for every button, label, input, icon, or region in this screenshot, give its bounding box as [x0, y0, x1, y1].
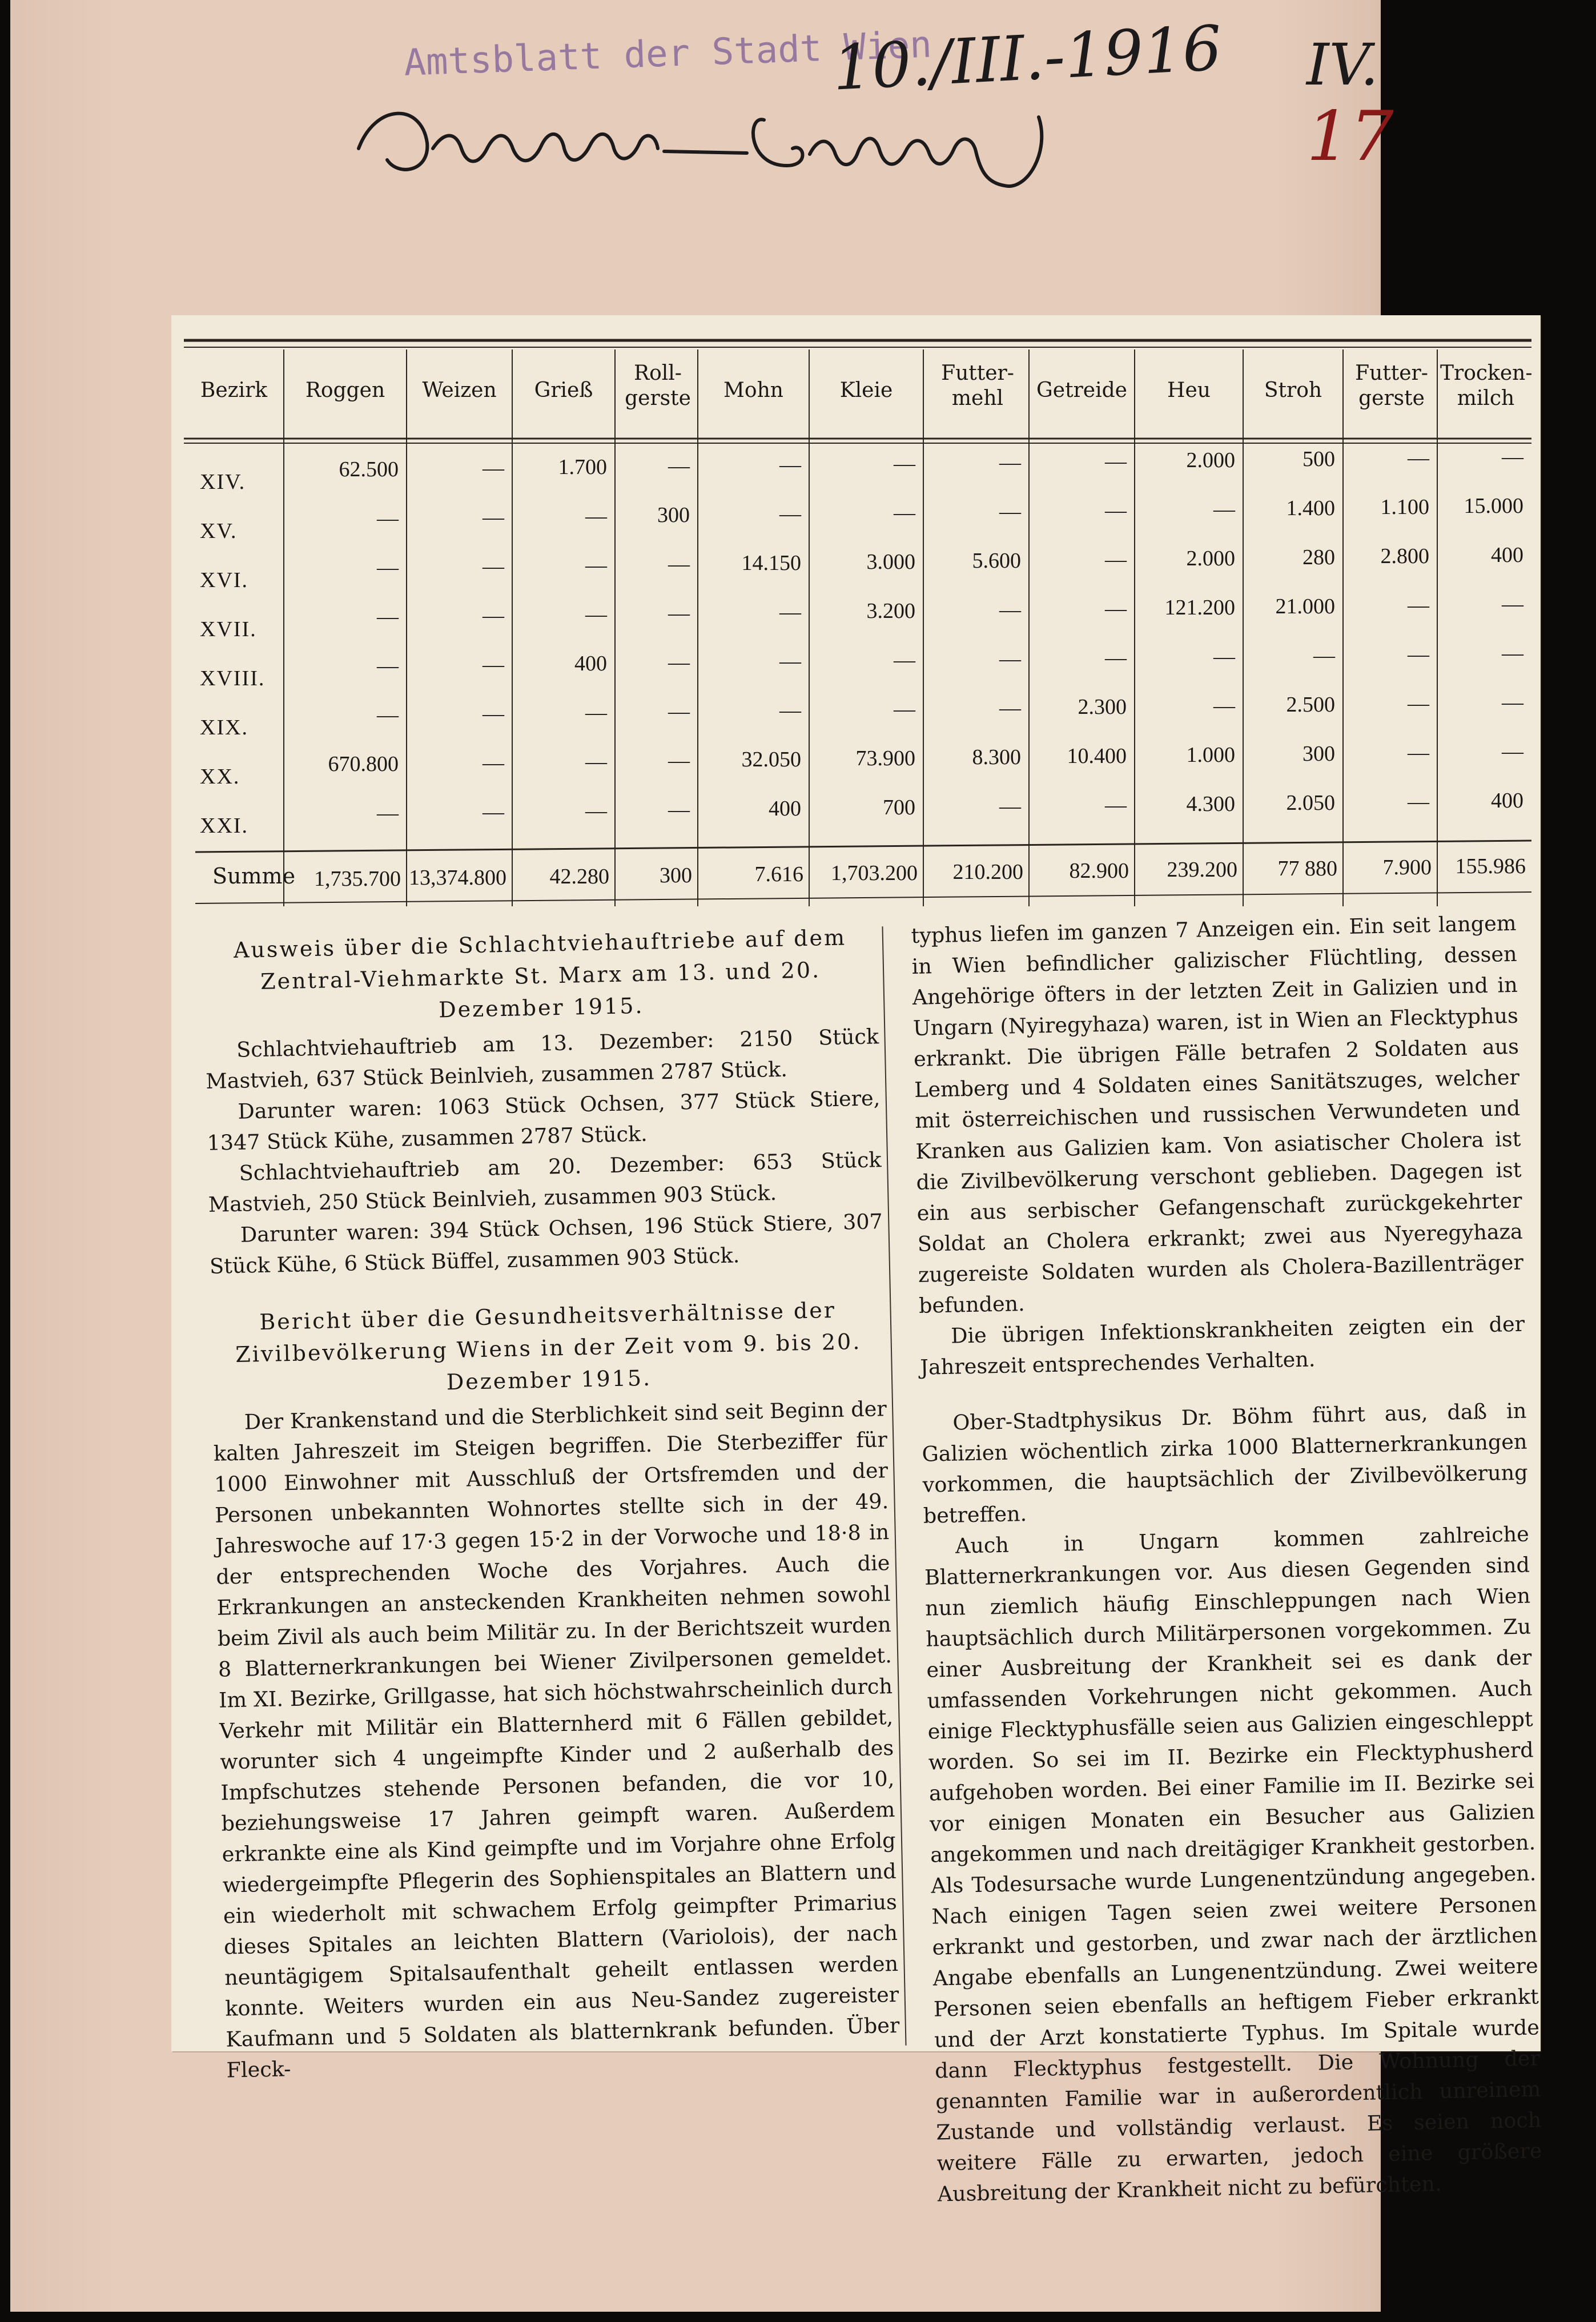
- header-bezirk: Bezirk: [200, 379, 268, 402]
- table-cell: —: [779, 698, 801, 722]
- article1-paragraph: Schlachtviehauftrieb am 20. Dezember: 653 Stück Mastvieh, 250 Stück Beinlvieh, zusammen 903 Stück.: [208, 1147, 882, 1217]
- row-bezirk-label: XVI.: [200, 568, 249, 592]
- left-text-column: [203, 921, 900, 2086]
- table-cell: —: [668, 700, 690, 724]
- table-cell: —: [377, 654, 399, 678]
- header-heu: Heu: [1167, 379, 1211, 402]
- table-cell: —: [1408, 790, 1429, 814]
- header-getreide: Getreide: [1036, 379, 1127, 402]
- header-futtermehl: Futter-mehl: [941, 361, 1014, 410]
- sum-cell: 42.280: [549, 865, 609, 889]
- article1-paragraph: Darunter waren: 1063 Stück Ochsen, 377 Stück Stiere, 1347 Stück Kühe, zusammen 2787 Stück.: [207, 1086, 881, 1155]
- table-cell: —: [779, 649, 801, 673]
- table-cell: —: [779, 600, 801, 624]
- newspaper-clipping: [171, 315, 1542, 2207]
- table-cell: —: [1502, 445, 1523, 469]
- row-bezirk-label: XVIII.: [200, 666, 266, 690]
- table-cell: —: [377, 703, 399, 727]
- table-cell: 15.000: [1464, 494, 1523, 518]
- table-cell: —: [668, 798, 690, 822]
- table-cell: —: [999, 500, 1021, 524]
- table-cell: —: [1408, 741, 1429, 765]
- row-bezirk-label: XVII.: [200, 617, 257, 641]
- header-weizen: Weizen: [422, 379, 497, 402]
- table-cell: 400: [1491, 789, 1523, 813]
- row-bezirk-label: XXI.: [200, 814, 249, 838]
- table-cell: —: [1213, 497, 1235, 521]
- table-cell: 2.300: [1078, 695, 1127, 719]
- table-cell: —: [585, 750, 607, 774]
- table-cell: —: [483, 604, 504, 628]
- table-cell: —: [1408, 593, 1429, 617]
- table-cell: —: [1213, 694, 1235, 718]
- table-cell: 14.150: [741, 551, 801, 575]
- sum-cell: 155.986: [1455, 854, 1526, 878]
- table-cell: 670.800: [328, 752, 399, 776]
- sum-cell: 300: [660, 863, 692, 887]
- table-cell: —: [894, 648, 915, 672]
- table-cell: —: [377, 507, 399, 531]
- table-cell: —: [999, 696, 1021, 720]
- table-cell: 10.400: [1067, 744, 1127, 768]
- table-cell: —: [999, 647, 1021, 671]
- table-cell: —: [1502, 690, 1523, 714]
- table-cell: —: [1105, 646, 1127, 670]
- table-cell: —: [668, 650, 690, 674]
- table-cell: 2.000: [1186, 547, 1235, 571]
- table-cell: —: [377, 605, 399, 629]
- right-paragraph: Die übrigen Infektionskrankheiten zeigten ein der Jahreszeit entsprechendes Verhalten.: [919, 1311, 1525, 1380]
- table-cell: 8.300: [972, 745, 1021, 769]
- row-bezirk-label: XV.: [200, 519, 238, 543]
- table-cell: 21.000: [1275, 594, 1335, 618]
- article2-paragraph: Der Krankenstand und die Sterblichkeit sind seit Beginn der kalten Jahreszeit im Steigen begriffen. Die Sterbeziffer für 1000 Einwohner mit Ausschluß der Ortsfremden und der Personen unbekannten Wohnortes stellte sich in der 49. Jahreswoche auf 17·3 gegen 15·2 in der Vorwoche und 18·8 in der entsprechenden Woche des Vorjahres. Auch die Erkrankungen an ansteckenden Krankheiten nehmen sowohl beim Zivil als auch beim Militär zu. In der Berichtszeit wurden 8 Blatternerkrankungen bei Wiener Zivilpersonen gemeldet. Im XI. Bezirke, Grillgasse, hat sich höchstwahrscheinlich durch Verkehr mit Militär ein Blatternherd mit 6 Fällen gebildet, worunter sich 4 ungeimpfte Kinder und 2 außerhalb des Impfschutzes stehende Personen befanden, die vor 10, beziehungsweise 17 Jahren geimpft waren. Außerdem erkrankte eine als Kind geimpfte und im Vorjahre ohne Erfolg wiedergeimpfte Pflegerin des Sophienspitales an Blattern und ein wiederholt mit schwachem Erfolg geimpfter Primarius dieses Spitales an leichten Blattern (Variolois), der nach neuntägigem Spitalsaufenthalt geheilt entlassen werden konnte. Weiters wurden ein aus Neu-Sandez zugereister Kaufmann und 5 Soldaten als blatternkrank befunden. Über Fleck-: [213, 1396, 900, 2083]
- table-cell: —: [1502, 740, 1523, 764]
- table-cell: 400: [574, 652, 607, 676]
- article1-paragraph: Schlachtviehauftrieb am 13. Dezember: 2150 Stück Mastvieh, 637 Stück Beinlvieh, zusammen 2787 Stück.: [205, 1024, 879, 1094]
- handwritten-page-number: 17: [1306, 97, 1394, 176]
- table-cell: —: [1408, 446, 1429, 470]
- table-cell: 400: [1491, 543, 1523, 567]
- header-roggen: Roggen: [305, 379, 385, 402]
- table-cell: —: [1105, 597, 1127, 621]
- sum-cell: 77 880: [1277, 857, 1337, 881]
- table-cell: 62.500: [339, 457, 399, 481]
- sum-cell: 239.200: [1167, 858, 1237, 882]
- table-cell: 5.600: [972, 549, 1021, 573]
- fodder-table: [184, 338, 1531, 909]
- table-cell: —: [1213, 645, 1235, 669]
- table-cell: 280: [1302, 545, 1335, 569]
- table-cell: —: [377, 801, 399, 825]
- right-paragraph: Ober-Stadtphysikus Dr. Böhm führt aus, daß in Galizien wöchentlich zirka 1000 Blatternerkrankungen vorkommen, die hauptsächlich der Zivilbevölkerung betreffen.: [922, 1398, 1528, 1528]
- sum-label: Summe: [212, 863, 296, 889]
- header-futtergerste: Futter-gerste: [1355, 361, 1428, 410]
- table-cell: 4.300: [1186, 792, 1235, 816]
- row-bezirk-label: XIV.: [200, 470, 246, 494]
- archive-stamp: Amtsblatt der Stadt Wien: [403, 23, 932, 85]
- header-kleie: Kleie: [839, 379, 893, 402]
- table-cell: 121.200: [1164, 596, 1235, 620]
- table-cell: 3.200: [866, 599, 915, 623]
- right-paragraph: typhus liefen im ganzen 7 Anzeigen ein. Ein seit langem in Wien befindlicher galizischer Flüchtling, dessen Angehörige öfters in der letzten Zeit in Galizien und in Ungarn (Nyiregyhaza) waren, ist in Wien an Flecktyphus erkrankt. Die übrigen Fälle betrafen 2 Soldaten aus Lemberg und 4 Soldaten eines Sanitätszuges, welcher mit österreichischen und russischen Verwundeten und Kranken aus Galizien kam. Von asiatischer Cholera ist die Zivilbevölkerung verschont geblieben. Dagegen ist ein aus serbischer Gefangenschaft zurückgekehrter Soldat an Cholera erkrankt; zwei aus Nyeregyhaza zugereiste Soldaten wurden als Cholera-Bazillenträger befunden.: [911, 910, 1524, 1318]
- table-cell: 1.400: [1286, 496, 1335, 520]
- handwritten-signature: [353, 80, 1124, 211]
- table-cell: —: [1105, 449, 1127, 473]
- table-cell: —: [585, 799, 607, 823]
- table-cell: 700: [883, 796, 915, 819]
- table-cell: —: [894, 452, 915, 476]
- archival-sheet: [10, 0, 1542, 2312]
- table-cell: 300: [657, 503, 690, 527]
- handwritten-date: 10./III.-1916: [831, 13, 1224, 105]
- table-cell: 2.000: [1186, 448, 1235, 472]
- row-bezirk-label: XX.: [200, 765, 240, 789]
- table-cell: —: [1313, 644, 1335, 668]
- table-cell: —: [483, 702, 504, 726]
- table-cell: 400: [769, 797, 801, 821]
- table-cell: 500: [1302, 447, 1335, 471]
- table-cell: —: [483, 653, 504, 677]
- sum-cell: 82.900: [1069, 859, 1129, 883]
- header-stroh: Stroh: [1264, 379, 1322, 402]
- table-cell: —: [779, 453, 801, 477]
- table-cell: —: [999, 598, 1021, 622]
- table-cell: —: [894, 697, 915, 721]
- table-cell: 2.050: [1286, 791, 1335, 815]
- table-cell: 3.000: [866, 550, 915, 574]
- table-cell: —: [1105, 499, 1127, 523]
- sum-cell: 1,703.200: [831, 861, 918, 885]
- table-cell: —: [894, 501, 915, 525]
- table-cell: —: [483, 555, 504, 579]
- table-cell: —: [585, 602, 607, 626]
- table-cell: —: [585, 701, 607, 725]
- table-cell: —: [999, 451, 1021, 475]
- table-cell: —: [1105, 548, 1127, 572]
- sum-cell: 7.616: [754, 862, 803, 886]
- table-cell: —: [668, 749, 690, 773]
- table-cell: 1.100: [1380, 495, 1429, 519]
- table-cell: —: [1408, 692, 1429, 716]
- table-cell: 1.700: [558, 455, 607, 479]
- table-cell: 1.000: [1186, 743, 1235, 767]
- table-cell: 32.050: [741, 748, 801, 772]
- table-cell: —: [585, 504, 607, 528]
- table-cell: 2.500: [1286, 693, 1335, 717]
- table-cell: 2.800: [1380, 544, 1429, 568]
- row-bezirk-label: XIX.: [200, 716, 249, 740]
- article2-heading: Bericht über die Gesundheitsverhältnisse der Zivilbevölkerung Wiens in der Zeit vom 9. bis 20. Dezember 1915.: [235, 1297, 862, 1395]
- table-cell: —: [999, 794, 1021, 818]
- table-cell: —: [377, 556, 399, 580]
- table-cell: —: [1105, 793, 1127, 817]
- header-mohn: Mohn: [723, 379, 783, 402]
- sum-cell: 210.200: [952, 860, 1023, 884]
- table-cell: —: [668, 601, 690, 625]
- table-cell: —: [1502, 641, 1523, 665]
- table-cell: —: [1408, 642, 1429, 666]
- header-griess: Grieß: [534, 379, 593, 402]
- table-cell: —: [483, 456, 504, 480]
- table-cell: —: [585, 553, 607, 577]
- table-cell: —: [483, 751, 504, 775]
- table-cell: —: [483, 800, 504, 824]
- table-cell: —: [779, 502, 801, 526]
- right-text-column: [911, 908, 1543, 2210]
- table-cell: 73.900: [855, 746, 915, 770]
- sum-cell: 1,735.700: [314, 867, 401, 891]
- header-rollgerste: Roll-gerste: [625, 361, 691, 410]
- table-cell: —: [668, 552, 690, 576]
- article1-heading: Ausweis über die Schlachtviehauftriebe auf dem Zentral-Viehmarkte St. Marx am 13. und 20. Dezember 1915.: [233, 925, 847, 1023]
- sum-cell: 7.900: [1382, 855, 1432, 879]
- header-trockenmilch: Trocken-milch: [1440, 361, 1533, 410]
- article1-paragraph: Darunter waren: 394 Stück Ochsen, 196 Stück Stiere, 307 Stück Kühe, 6 Stück Büffel, zusammen 903 Stück.: [209, 1209, 883, 1279]
- right-paragraph: Auch in Ungarn kommen zahlreiche Blatternerkrankungen vor. Aus diesen Gegenden sind nun ziemlich häufig Einschleppungen nach Wien hauptsächlich durch Militärpersonen vorgekommen. Zu einer Ausbreitung der Krankheit sei es dank der umfassenden Vorkehrungen nicht gekommen. Auch einige Flecktyphusfälle seien aus Galizien eingeschleppt worden. So sei im II. Bezirke ein Flecktyphusherd aufgehoben worden. Bei einer Familie im II. Bezirke sei vor einigen Monaten ein Besucher aus Galizien angekommen und nach dreitägiger Krankheit gestorben. Als Todesursache wurde Lungenentzündung angegeben. Nach einigen Tagen seien zwei weitere Personen erkrankt und gestorben, und zwar nach der ärztlichen Angabe ebenfalls an Lungenentzündung. Zwei weitere Personen seien ebenfalls an heftigem Fieber erkrankt und der Arzt konstatierte Typhus. Im Spitale wurde dann Flecktyphus festgestellt. Die Wohnung der genannten Familie war in außerordentlich unreinem Zustande und vollständig verlaust. Es seien noch weitere Fälle zu erwarten, jedoch eine größere Ausbreitung der Krankheit nicht zu befürchten.: [924, 1521, 1542, 2207]
- sum-cell: 13,374.800: [409, 866, 506, 890]
- table-cell: 300: [1302, 742, 1335, 766]
- table-cell: —: [1502, 592, 1523, 616]
- handwritten-roman-numeral: IV.: [1306, 31, 1379, 98]
- table-cell: —: [668, 454, 690, 478]
- table-cell: —: [483, 505, 504, 529]
